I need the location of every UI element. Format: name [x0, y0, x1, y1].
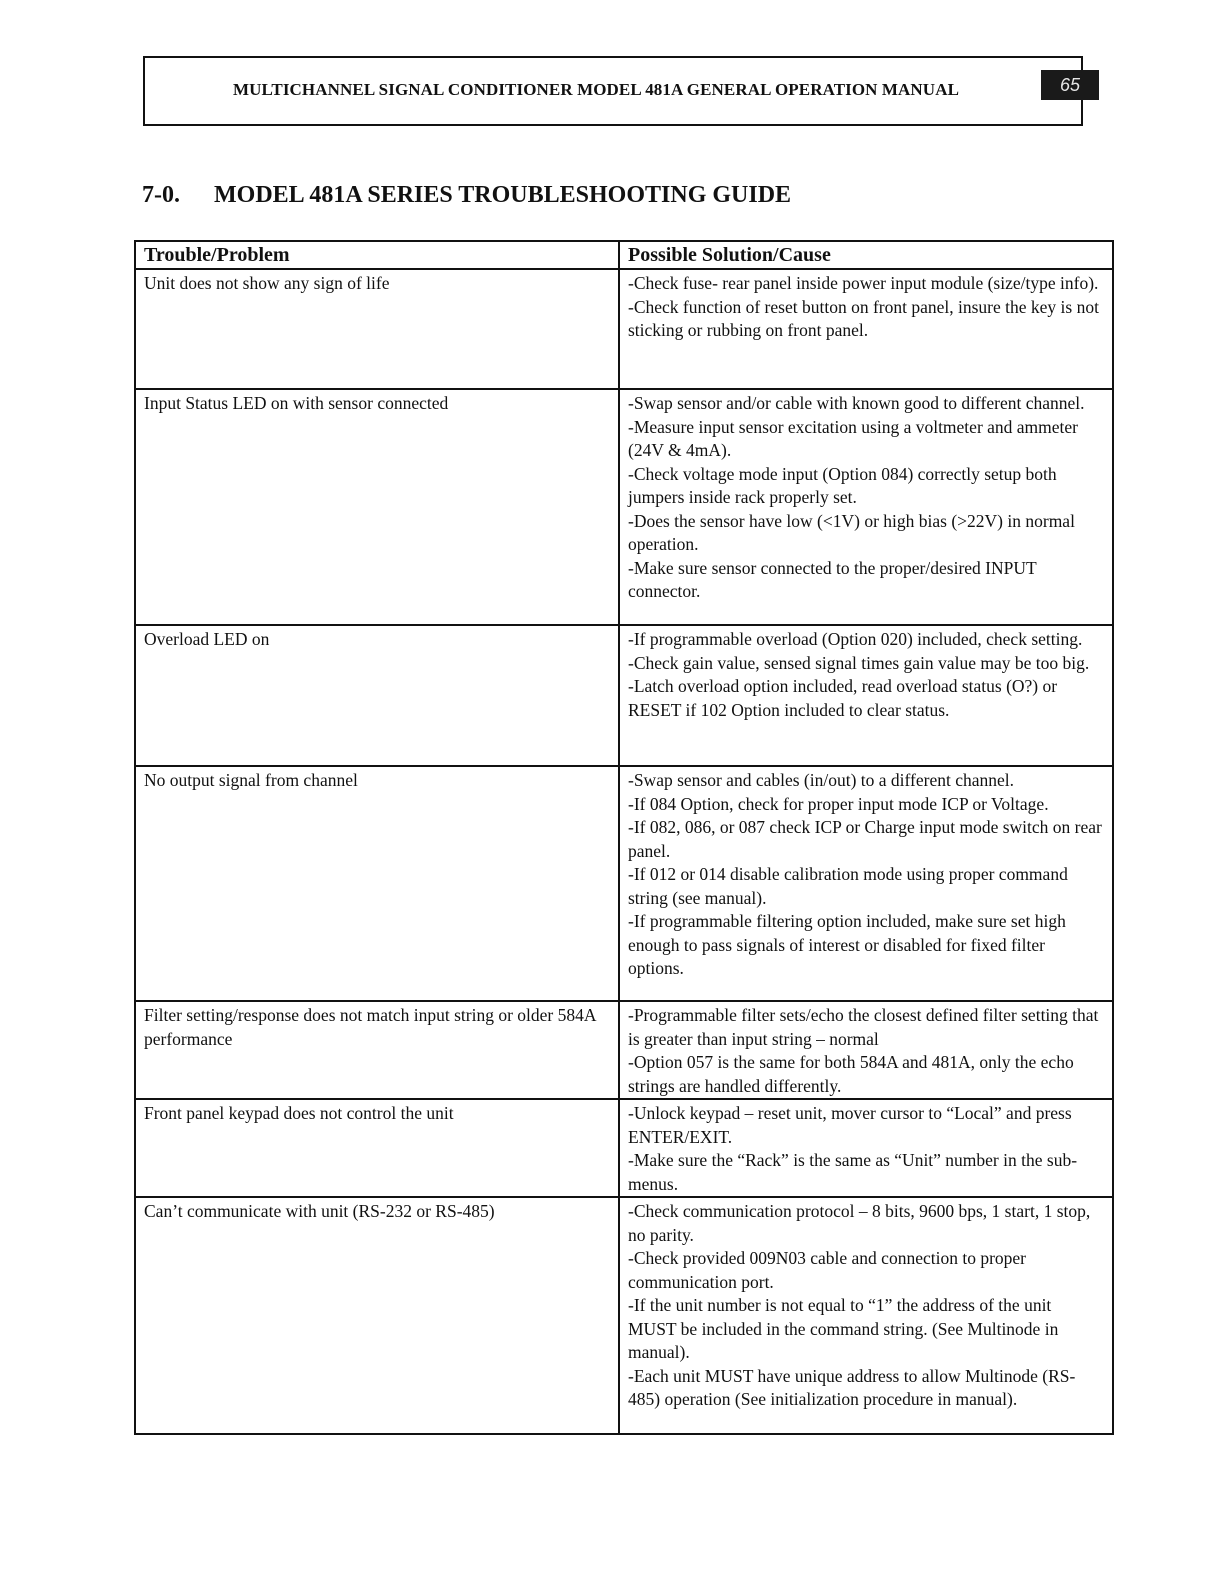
solution-cell [619, 1001, 1113, 1099]
solution-cell [619, 1197, 1113, 1434]
solution-item: -Check gain value, sensed signal times gain value may be too big. [628, 652, 1090, 673]
problem-cell: Input Status LED on with sensor connected [135, 389, 619, 625]
solution-item: -If 012 or 014 disable calibration mode using proper command string (see manual). [628, 864, 1068, 908]
solution-item: -Make sure sensor connected to the proper/desired INPUT connector. [628, 557, 1037, 601]
solution-item: -Programmable filter sets/echo the closest defined filter setting that is greater than input string – normal [628, 1005, 1099, 1049]
section-title: MODEL 481A SERIES TROUBLESHOOTING GUIDE [214, 182, 792, 208]
table-row [135, 1099, 1113, 1197]
section-heading [142, 182, 791, 209]
solution-item: -If 082, 086, or 087 check ICP or Charge input mode switch on rear panel. [628, 817, 1102, 861]
column-header-problem: Trouble/Problem [135, 241, 619, 269]
solution-item: -Check voltage mode input (Option 084) correctly setup both jumpers inside rack properly set. [628, 463, 1057, 507]
solution-item: -Option 057 is the same for both 584A and 481A, only the echo strings are handled differently. [628, 1052, 1074, 1096]
section-number: 7-0. [142, 182, 180, 208]
page-number-badge: 65 [1041, 70, 1099, 100]
solution-item: -Check communication protocol – 8 bits, 9600 bps, 1 start, 1 stop, no parity. [628, 1201, 1091, 1245]
solution-item: -Check fuse- rear panel inside power input module (size/type info). [628, 273, 1099, 293]
solution-cell [619, 389, 1113, 625]
solution-item: -If the unit number is not equal to “1” the address of the unit MUST be included in the command string. (See Multinode in manual). [628, 1295, 1059, 1362]
table-row [135, 269, 1113, 389]
solution-cell [619, 269, 1113, 389]
solution-item: -If programmable overload (Option 020) included, check setting. [628, 629, 1083, 649]
table-header-row [135, 241, 1113, 269]
table-row [135, 1001, 1113, 1099]
column-header-solution: Possible Solution/Cause [619, 241, 1113, 269]
solution-item: -Does the sensor have low (<1V) or high bias (>22V) in normal operation. [628, 510, 1075, 554]
solution-item: -Swap sensor and/or cable with known good to different channel. [628, 393, 1085, 413]
problem-cell: Unit does not show any sign of life [135, 269, 619, 389]
solution-item: -Check function of reset button on front panel, insure the key is not sticking or rubbing on front panel. [628, 296, 1099, 340]
manual-title: MULTICHANNEL SIGNAL CONDITIONER MODEL 481A GENERAL OPERATION MANUAL [233, 80, 960, 99]
problem-cell: No output signal from channel [135, 766, 619, 1001]
table-row [135, 1197, 1113, 1434]
solution-item: -Each unit MUST have unique address to allow Multinode (RS-485) operation (See initialization procedure in manual). [628, 1365, 1076, 1409]
problem-cell: Can’t communicate with unit (RS-232 or RS-485) [135, 1197, 619, 1434]
solution-cell [619, 625, 1113, 766]
solution-cell [619, 1099, 1113, 1197]
problem-cell: Front panel keypad does not control the unit [135, 1099, 619, 1197]
solution-item: -Unlock keypad – reset unit, mover cursor to “Local” and press ENTER/EXIT. [628, 1103, 1072, 1147]
solution-item: -Make sure the “Rack” is the same as “Unit” number in the sub-menus. [628, 1150, 1078, 1194]
troubleshooting-table [134, 240, 1114, 1435]
solution-item: -Latch overload option included, read overload status (O?) or RESET if 102 Option included to clear status. [628, 676, 1058, 720]
solution-cell [619, 766, 1113, 1001]
page-header [143, 56, 1083, 126]
problem-cell: Filter setting/response does not match input string or older 584A performance [135, 1001, 619, 1099]
solution-item: -Swap sensor and cables (in/out) to a different channel. [628, 770, 1015, 790]
solution-item: -If 084 Option, check for proper input mode ICP or Voltage. [628, 793, 1049, 814]
solution-item: -Measure input sensor excitation using a voltmeter and ammeter (24V & 4mA). [628, 416, 1079, 460]
table-row [135, 625, 1113, 766]
table-row [135, 389, 1113, 625]
table-row [135, 766, 1113, 1001]
solution-item: -If programmable filtering option included, make sure set high enough to pass signals of interest or disabled for fixed filter options. [628, 911, 1066, 978]
solution-item: -Check provided 009N03 cable and connection to proper communication port. [628, 1248, 1026, 1292]
problem-cell: Overload LED on [135, 625, 619, 766]
